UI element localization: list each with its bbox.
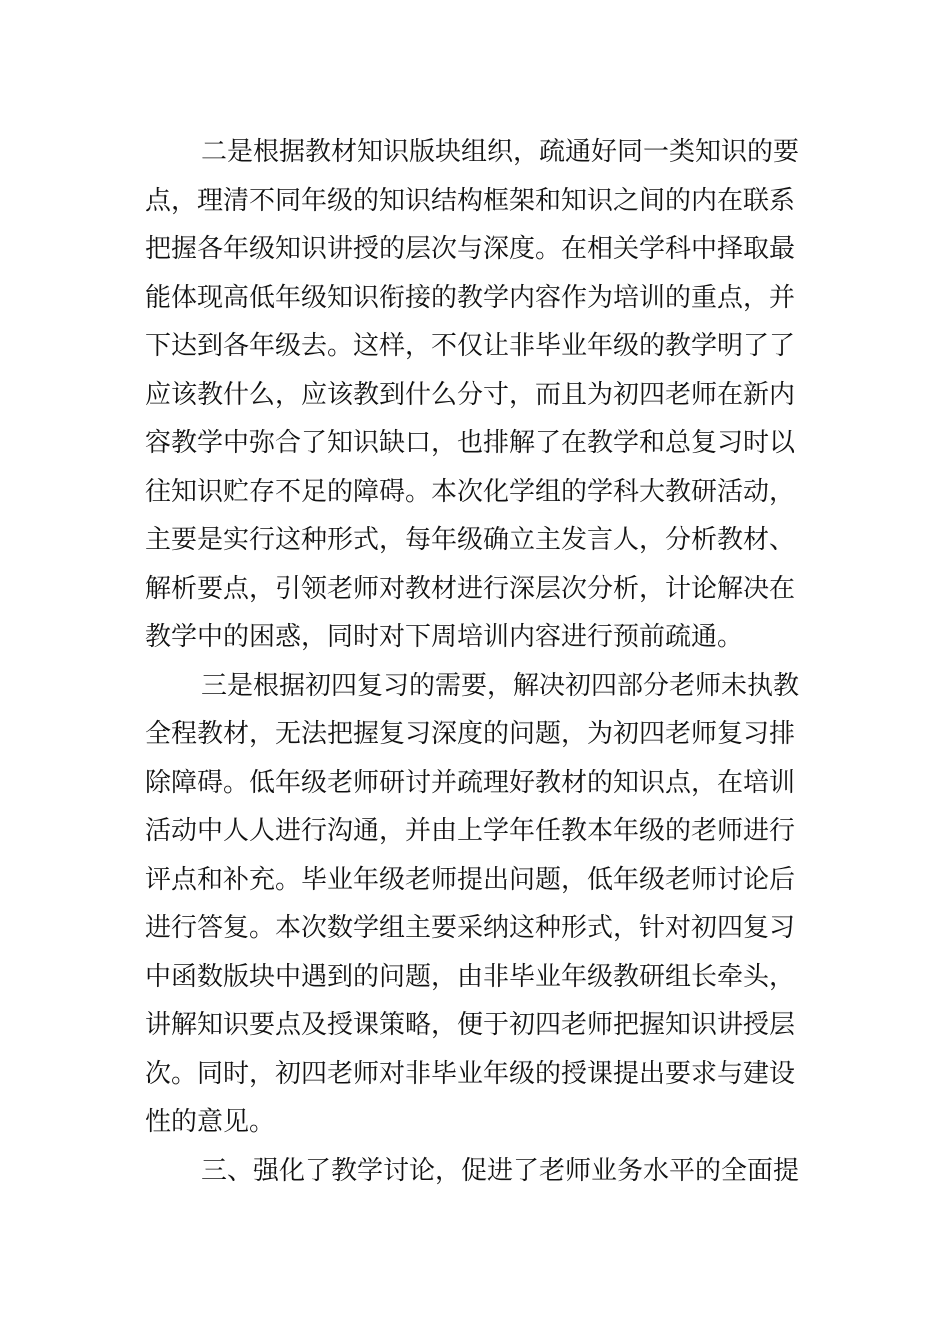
text-line: 能体现高低年级知识衔接的教学内容作为培训的重点，并 [145,282,796,313]
text-line: 下达到各年级去。这样，不仅让非毕业年级的教学明了了 [145,331,796,361]
text-line: 解析要点，引领老师对教材进行深层次分析，计论解决在 [145,573,796,604]
text-line: 全程教材，无法把握复习深度的问题，为初四老师复习排 [145,719,796,749]
text-line: 三是根据初四复习的需要，解决初四部分老师未执教 [201,670,800,701]
paragraph-1 [145,128,825,662]
text-line: 教学中的困惑，同时对下周培训内容进行预前疏通。 [145,622,744,652]
text-line: 中函数版块中遇到的问题，由非毕业年级教研组长牵头， [145,961,796,992]
text-line: 容教学中弥合了知识缺口，也排解了在教学和总复习时以 [145,428,796,458]
text-line: 进行答复。本次数学组主要采纳这种形式，针对初四复习 [145,913,796,943]
text-line: 应该教什么，应该教到什么分寸，而且为初四老师在新内 [145,379,796,410]
text-line: 除障碍。低年级老师研讨并疏理好教材的知识点，在培训 [145,767,796,798]
section-heading-line: 三、强化了教学讨论，促进了老师业务水平的全面提 [201,1155,800,1186]
text-line: 往知识贮存不足的障碍。本次化学组的学科大教研活动， [145,476,796,507]
text-line: 性的意见。 [145,1107,276,1137]
paragraph-3 [145,1147,825,1196]
text-line: 评点和补充。毕业年级老师提出问题，低年级老师讨论后 [145,864,796,895]
text-line: 把握各年级知识讲授的层次与深度。在相关学科中择取最 [145,234,796,264]
document-body [145,128,825,1195]
text-line: 二是根据教材知识版块组织，疏通好同一类知识的要 [201,137,800,167]
text-line: 活动中人人进行沟通，并由上学年任教本年级的老师进行 [145,816,796,846]
text-line: 讲解知识要点及授课策略，便于初四老师把握知识讲授层 [145,1010,796,1040]
text-line: 次。同时，初四老师对非毕业年级的授课提出要求与建设 [145,1058,796,1089]
text-line: 主要是实行这种形式，每年级确立主发言人，分析教材、 [145,525,796,555]
text-line: 点，理清不同年级的知识结构框架和知识之间的内在联系 [145,185,796,216]
paragraph-2 [145,662,825,1147]
